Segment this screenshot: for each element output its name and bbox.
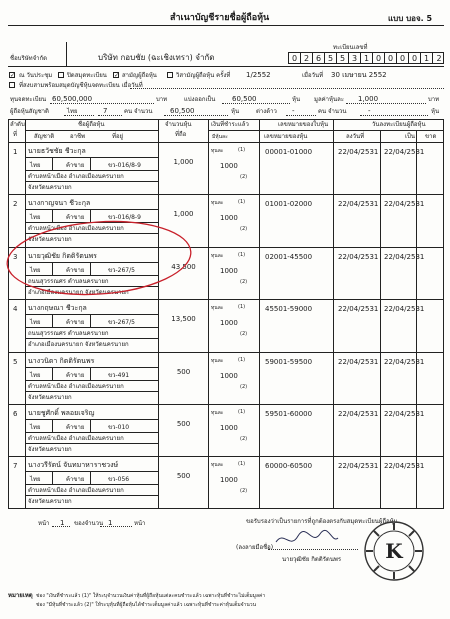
paid-mark-2: (2) — [240, 279, 248, 285]
par-value: 1,000 — [358, 95, 379, 103]
page-label: หน้า — [38, 520, 50, 527]
paid-amount: 1000 — [220, 476, 238, 484]
register-date: 22/04/2531 — [338, 200, 379, 208]
holder-address-2: อำเภอเมืองนครนายก จังหวัดนครนายก — [28, 341, 129, 348]
register-date: 22/04/2531 — [338, 148, 379, 156]
col-became: เป็น — [405, 133, 415, 140]
share-count: 500 — [176, 472, 191, 480]
share-count: 1,000 — [173, 210, 194, 218]
reg-digit: 0 — [385, 53, 397, 64]
reg-digit: 2 — [436, 54, 442, 63]
holder-address-2: อำเภอเมืองนครนายก จังหวัดนครนายก — [28, 289, 129, 296]
foreign-shares: - — [368, 107, 371, 115]
document-title: สำเนาบัญชีรายชื่อผู้ถือหุ้น — [170, 13, 270, 23]
certificate-range: 45501-59000 — [265, 305, 313, 313]
register-date: 22/04/2531 — [338, 462, 379, 470]
holder-occupation: ค้าขาย — [66, 214, 85, 221]
holders-count-unit: คน จำนวน — [124, 108, 153, 115]
col-nationality: สัญชาติ — [34, 133, 55, 140]
share-count: 1,000 — [173, 158, 194, 166]
company-name: บริษัท กอบชัย (ฉะเชิงเทรา) จำกัด — [98, 53, 215, 62]
paid-mark-1: (1) — [238, 252, 246, 258]
became-date: 22/04/2531 — [384, 305, 425, 313]
paid-type: ทุนละ — [211, 358, 224, 364]
holder-house-no: ขว-056 — [108, 476, 130, 483]
holder-house-no: ขว-016/8-9 — [108, 214, 141, 221]
meeting-checkbox-checked: ✓ — [10, 72, 16, 79]
col-address: ที่อยู่ — [112, 133, 124, 140]
share-count: 43,500 — [171, 263, 196, 271]
holder-address-2: จังหวัดนครนายก — [28, 498, 72, 505]
holder-address-1: ตำบลหน้าเมือง อำเภอเมืองนครนายก — [28, 487, 124, 494]
register-date: 22/04/2531 — [338, 305, 379, 313]
registration-label: ทะเบียนเลขที่ — [333, 44, 368, 51]
row-number: 4 — [13, 305, 18, 313]
register-date: 22/04/2531 — [338, 358, 379, 366]
became-date: 22/04/2531 — [384, 358, 425, 366]
holder-name: นางวนิดา กิตติรัตนพร — [28, 357, 95, 365]
reg-digit: 1 — [421, 53, 433, 64]
holder-name: นายชูศักดิ์ พลอยเจริญ — [28, 409, 95, 417]
meeting-option-1: ณ วันประชุม — [19, 72, 53, 79]
paid-mark-1: (1) — [238, 147, 246, 153]
holder-name: นางกฤษณา ชีวะกุล — [28, 304, 87, 312]
holder-name: นายวุฒิชัย กิตติรัตนพร — [28, 252, 97, 260]
capital-unit: บาท — [156, 96, 168, 103]
reg-digit: 0 — [397, 53, 409, 64]
of-dotted-line — [100, 526, 132, 527]
holder-occupation: ค้าขาย — [66, 424, 85, 431]
col-date: ลงวันที่ — [346, 133, 365, 140]
sign-label: (ลงลายมือชื่อ) — [236, 544, 274, 551]
holder-address-1: ตำบลหน้าเมือง อำเภอเมืองนครนายก — [28, 383, 124, 390]
capital-label: ทุนจดทะเบียน — [10, 96, 47, 103]
paid-amount: 1000 — [220, 319, 238, 327]
paid-type: ทุนละ — [211, 410, 224, 416]
row-number: 5 — [13, 358, 18, 366]
page-number: 1 — [60, 519, 65, 527]
page-of-label: ของจำนวน — [74, 520, 104, 527]
shares-unit: หุ้น — [292, 96, 301, 103]
certificate-range: 59501-60000 — [265, 410, 313, 418]
signature-scribble — [272, 528, 342, 550]
holder-nationality: ไทย — [30, 162, 41, 169]
note-2: ช่อง "มีหุ้นที่ชำระแล้ว (2)" ให้ระบุหุ้นที่ผู้ถือหุ้นได้ชำระเต็มมูลค่าแล้ว เฉพาะหุ้นที่ชำระค่าหุ้นเต็มจำนวน — [36, 602, 256, 608]
certificate-range: 59001-59500 — [265, 358, 313, 366]
reg-digit: 0 — [373, 53, 385, 64]
paid-mark-1: (1) — [238, 357, 246, 363]
par-unit: บาท — [428, 96, 440, 103]
row-number: 6 — [13, 410, 18, 418]
holders-label: ผู้ถือหุ้นสัญชาติ — [10, 108, 49, 115]
holders-nationality: ไทย — [67, 108, 78, 115]
holder-nationality: ไทย — [30, 267, 41, 274]
col-holder: ชื่อผู้ถือหุ้น — [78, 121, 105, 128]
paid-type: ทุนละ — [211, 253, 224, 259]
paid-amount: 1000 — [220, 424, 238, 432]
holder-house-no: ขว-491 — [108, 372, 130, 379]
holder-nationality: ไทย — [30, 319, 41, 326]
holder-address-1: ถนนสุวรรณศร ตำบลนครนายก — [28, 330, 109, 337]
certificate-range: 00001-01000 — [265, 148, 313, 156]
paid-mark-2: (2) — [240, 488, 248, 494]
col-cert-2: เลขหมายของหุ้น — [264, 133, 308, 140]
holder-address-2: จังหวัดนครนายก — [28, 184, 72, 191]
meeting-option-4: วิสามัญผู้ถือหุ้น ครั้งที่ — [176, 72, 231, 79]
company-seal-icon — [363, 520, 425, 582]
par-label: มูลค่าหุ้นละ — [314, 96, 344, 103]
col-count: จำนวนหุ้น — [165, 121, 192, 128]
col-cert: เลขหมายของใบหุ้น — [278, 121, 329, 128]
became-date: 22/04/2531 — [384, 148, 425, 156]
paid-mark-2: (2) — [240, 174, 248, 180]
holder-occupation: ค้าขาย — [66, 319, 85, 326]
row-number: 1 — [13, 148, 18, 156]
col-no: ลำดับ — [10, 121, 25, 128]
holder-address-2: จังหวัดนครนายก — [28, 446, 72, 453]
reg-digit: 6 — [313, 53, 325, 64]
col-count-2: ที่ถือ — [175, 131, 187, 138]
holder-name: นางวรีรัตน์ จันทมาหาราชวงษ์ — [28, 461, 119, 469]
holder-address-1: ตำบลหน้าเมือง อำเภอเมืองนครนายก — [28, 173, 124, 180]
holder-address-1: ตำบลหน้าเมือง อำเภอเมืองนครนายก — [28, 225, 124, 232]
paid-amount: 1000 — [220, 162, 238, 170]
holder-address-2: จังหวัดนครนายก — [28, 394, 72, 401]
paid-mark-1: (1) — [238, 461, 246, 467]
col-no-2: ที่ — [13, 131, 17, 138]
paid-type: ทุนละ — [211, 305, 224, 311]
holder-house-no: ขว-016/8-9 — [108, 162, 141, 169]
paid-mark-2: (2) — [240, 436, 248, 442]
reg-digit: 5 — [325, 53, 337, 64]
reg-digit: 2 — [301, 53, 313, 64]
paid-amount: 1000 — [220, 267, 238, 275]
reg-digit: 0 — [409, 53, 421, 64]
certificate-range: 60000-60500 — [265, 462, 313, 470]
meeting-option-3: สามัญผู้ถือหุ้น — [122, 72, 157, 79]
holder-nationality: ไทย — [30, 424, 41, 431]
holder-nationality: ไทย — [30, 214, 41, 221]
holder-house-no: ขว-010 — [108, 424, 130, 431]
reg-digit: 1 — [361, 53, 373, 64]
svg-text:K: K — [385, 539, 403, 563]
meeting-session: 1/2552 — [246, 71, 271, 79]
holder-occupation: ค้าขาย — [66, 372, 85, 379]
certificate-range: 01001-02000 — [265, 200, 313, 208]
row-number: 2 — [13, 200, 18, 208]
became-date: 22/04/2531 — [384, 462, 425, 470]
page-dotted-line — [52, 526, 70, 527]
share-count: 500 — [176, 368, 191, 376]
col-ceased: ขาด — [425, 133, 437, 140]
holders-shares: 60,500 — [170, 107, 195, 115]
register-date: 22/04/2531 — [338, 410, 379, 418]
holder-address-2: จังหวัดนครนายก — [28, 236, 72, 243]
meeting-date-label: เมื่อวันที่ — [302, 72, 324, 79]
row-number: 3 — [13, 253, 18, 261]
shares-label: แบ่งออกเป็น — [184, 96, 216, 103]
certificate-range: 02001-45500 — [265, 253, 313, 261]
became-date: 22/04/2531 — [384, 200, 425, 208]
foreign-label: ต่างด้าว — [256, 108, 277, 115]
paid-type: ทุนละ — [211, 462, 224, 468]
paid-mark-2: (2) — [240, 331, 248, 337]
holder-address-1: ตำบลหน้าเมือง อำเภอเมืองนครนายก — [28, 435, 124, 442]
holder-nationality: ไทย — [30, 372, 41, 379]
paid-amount: 1000 — [220, 214, 238, 222]
register-date: 22/04/2531 — [338, 253, 379, 261]
holder-name: นายธวัชชัย ชีวะกุล — [28, 147, 86, 155]
holder-occupation: ค้าขาย — [66, 476, 85, 483]
holder-occupation: ค้าขาย — [66, 267, 85, 274]
col-paid-2: มีหุ้นละ — [212, 134, 228, 140]
holder-house-no: ขว-267/5 — [108, 267, 135, 274]
paid-mark-1: (1) — [238, 199, 246, 205]
paid-type: ทุนละ — [211, 200, 224, 206]
paid-mark-1: (1) — [238, 304, 246, 310]
paid-amount: 1000 — [220, 372, 238, 380]
alt-line: ที่สงบสามพร้อมสมุดบัญชีหุ้นจดทะเบียน เมื่อวันที่ — [19, 82, 143, 89]
page-unit: หน้า — [134, 520, 146, 527]
foreign-count-unit: คน จำนวน — [318, 108, 347, 115]
meeting-option-2: ปิดสมุดทะเบียน — [67, 72, 107, 79]
note-label: หมายเหตุ — [8, 592, 33, 599]
signer-name: นายวุฒิชัย กิตติรัตนพร — [282, 556, 342, 563]
form-code: แบบ บอจ. 5 — [388, 14, 433, 23]
paid-mark-2: (2) — [240, 226, 248, 232]
col-occupation: อาชีพ — [70, 133, 85, 140]
holder-name: นางกาญจนา ชีวะกุล — [28, 199, 91, 207]
holders-count: 7 — [103, 107, 108, 115]
reg-digit: 3 — [349, 53, 361, 64]
ordinary-checkbox-checked: ✓ — [114, 72, 120, 79]
foreign-count: - — [292, 107, 295, 115]
became-date: 22/04/2531 — [384, 253, 425, 261]
row-number: 7 — [13, 462, 18, 470]
paid-mark-1: (1) — [238, 409, 246, 415]
share-count: 500 — [176, 420, 191, 428]
note-1: ช่อง "เงินที่ชำระแล้ว (1)" ให้ระบุจำนวนเงินค่าหุ้นที่ผู้ถือหุ้นแต่ละคนชำระแล้ว เฉพาะหุ้นที่ชำระไม่เต็มมูลค่า — [36, 593, 266, 599]
company-label: ชื่อบริษัทจำกัด — [10, 55, 48, 62]
col-reg-head: วันลงทะเบียนผู้ถือหุ้น — [372, 121, 426, 128]
page-count: 1 — [108, 519, 113, 527]
holder-nationality: ไทย — [30, 476, 41, 483]
share-count: 13,500 — [171, 315, 196, 323]
certify-text: ขอรับรองว่าเป็นรายการที่ถูกต้องตรงกับสมุดทะเบียนผู้ถือหุ้น — [246, 518, 398, 525]
capital-value: 60,500,000 — [52, 95, 93, 103]
foreign-shares-unit: หุ้น — [431, 108, 440, 115]
col-paid: เงินที่ชำระแล้ว — [211, 121, 249, 128]
shares-value: 60,500 — [232, 95, 257, 103]
reg-digit: 5 — [337, 53, 349, 64]
holder-address-1: ถนนสุวรรณศร ตำบลนครนายก — [28, 278, 109, 285]
holder-occupation: ค้าขาย — [66, 162, 85, 169]
paid-mark-2: (2) — [240, 384, 248, 390]
holder-house-no: ขว-267/5 — [108, 319, 135, 326]
meeting-date: 30 เมษายน 2552 — [331, 71, 387, 79]
holders-shares-unit: หุ้น — [231, 108, 240, 115]
reg-digit: 0 — [289, 53, 301, 64]
paid-type: ทุนละ — [211, 148, 224, 154]
became-date: 22/04/2531 — [384, 410, 425, 418]
